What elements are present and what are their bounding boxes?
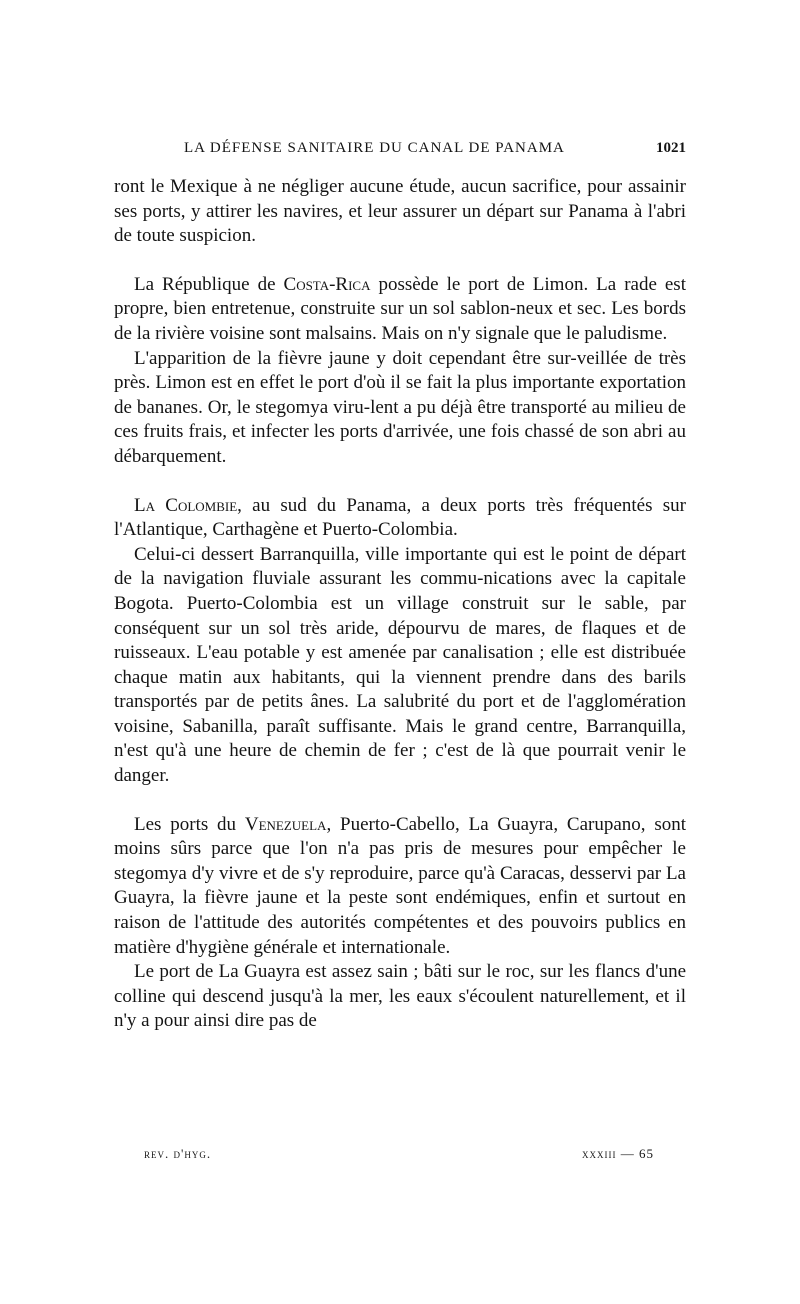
- paragraph-lead: Les ports du: [134, 813, 245, 835]
- country-name-colombia: La Colombie: [134, 494, 238, 516]
- paragraph-venezuela: [114, 813, 686, 961]
- book-page: [114, 0, 686, 1304]
- paragraph-text: , Puerto-Cabello, La Guayra, Carupano, sont moins sûrs parce que l'on n'a pas pris de mesures pour empêcher le stegomya d'y vivre et de s'y reproduire, parce qu'à Caracas, desservi par La Guayra, la fièvre jaune et la peste sont endémiques, enfin et surtout en raison de l'attitude des autorités compétentes et des pouvoirs publics en matière d'hygiène générale et internationale.: [114, 813, 686, 958]
- paragraph-mexico: ront le Mexique à ne négliger aucune étude, aucun sacrifice, pour assainir ses ports, y attirer les navires, et leur assurer un départ sur Panama à l'abri de toute suspicion.: [114, 176, 686, 247]
- country-name-costa-rica: Costa-Rica: [283, 273, 371, 295]
- body-text: [114, 175, 686, 1034]
- paragraph-text: possède le port de Limon. La rade est propre, bien entretenue, construite sur un sol sablon-neux et sec. Les bords de la rivière voisine sont malsains. Mais on n'y signale que le paludisme.: [114, 273, 686, 344]
- paragraph-text: , au sud du Panama, a deux ports très fréquentés sur l'Atlantique, Carthagène et Puerto-Colombia.: [114, 494, 686, 541]
- page-footer: [144, 1146, 654, 1166]
- footer-journal: rev. d'hyg.: [144, 1146, 212, 1161]
- running-head: [184, 140, 686, 164]
- paragraph-limon-fever: L'apparition de la fièvre jaune y doit cependant être sur-veillée de très près. Limon est en effet le port d'où il se fait la plus importante exportation de bananes. Or, le stegomya viru-lent a pu déjà être transporté au milieu de ces fruits frais, et infecter les ports d'arrivée, une fois chassé de son abri au débarquement.: [114, 347, 686, 467]
- footer-signature: xxxiii — 65: [582, 1146, 654, 1161]
- paragraph-colombia: [114, 494, 686, 543]
- paragraph-lead: La République de: [134, 273, 284, 295]
- paragraph-la-guayra: Le port de La Guayra est assez sain ; bâti sur le roc, sur les flancs d'une colline qui descend jusqu'à la mer, les eaux s'écoulent naturellement, et il n'y a pour ainsi dire pas de: [114, 961, 686, 1032]
- country-name-venezuela: Venezuela: [244, 813, 327, 835]
- page-number: 1021: [656, 140, 686, 156]
- running-title: LA DÉFENSE SANITAIRE DU CANAL DE PANAMA: [184, 140, 565, 156]
- paragraph-costa-rica: [114, 273, 686, 347]
- paragraph-puerto-colombia: Celui-ci dessert Barranquilla, ville importante qui est le point de départ de la navigation fluviale assurant les commu-nications avec la capitale Bogota. Puerto-Colombia est un village construit sur le sable, par conséquent sur un sol très aride, dépourvu de mares, de flaques et de ruisseaux. L'eau potable y est amenée par canalisation ; elle est distribuée chaque matin aux habitants, qui la viennent prendre dans des barils transportés par de petits ânes. La salubrité du port et de l'agglomération voisine, Sabanilla, paraît suffisante. Mais le grand centre, Barranquilla, n'est qu'à une heure de chemin de fer ; c'est de là que pourrait venir le danger.: [114, 543, 686, 787]
